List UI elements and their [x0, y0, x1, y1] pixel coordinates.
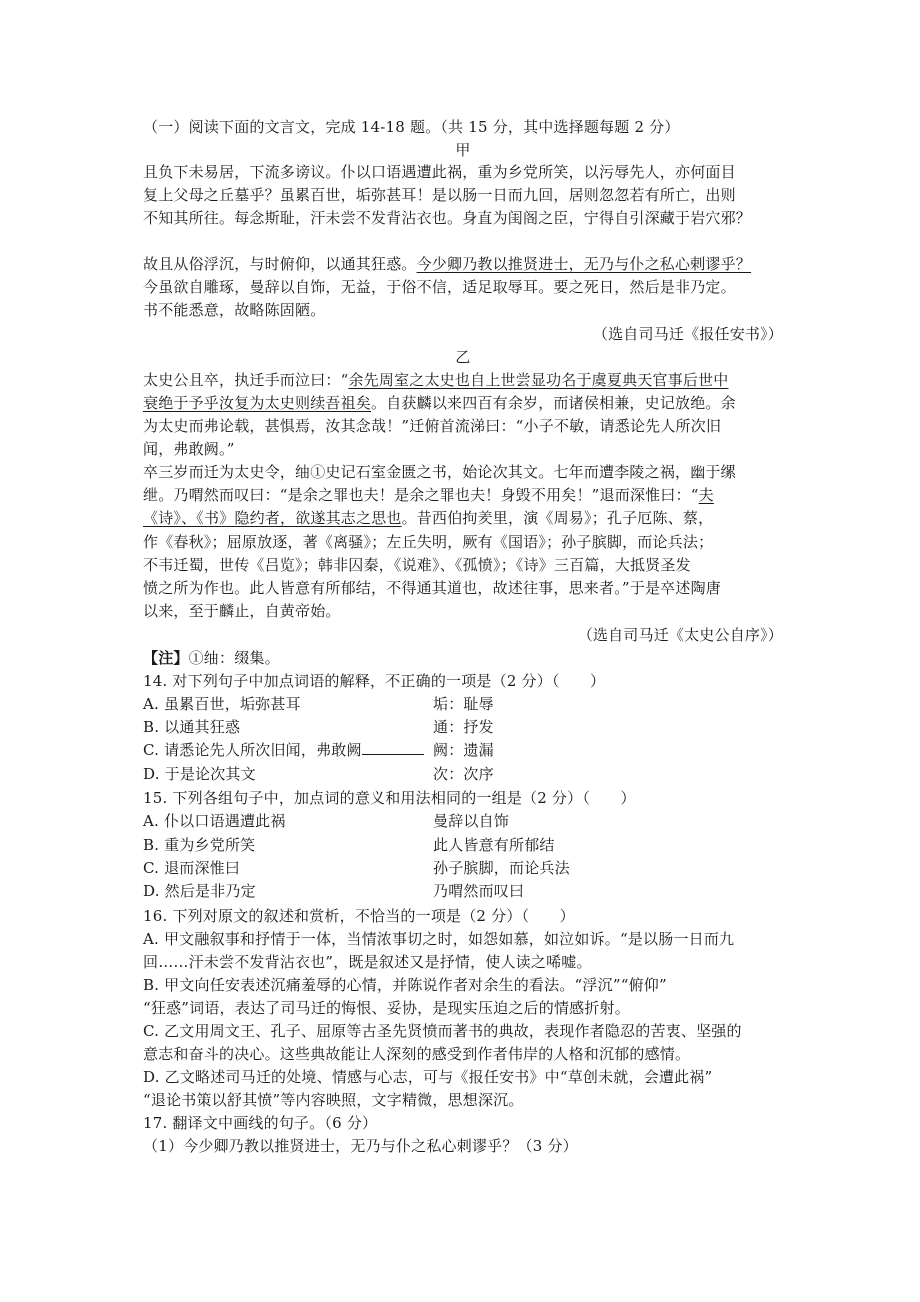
- underlined-sentence: 夫: [698, 486, 714, 504]
- question-14-option: [143, 693, 783, 715]
- footnote-label: 【注】: [143, 649, 189, 667]
- option-comparison: 孙子膑脚，而论兵法: [433, 859, 570, 877]
- question-16-option-c: C. 乙文用周文王、孔子、屈原等古圣先贤愤而著书的典故，表现作者隐忍的苦衷、坚强的: [143, 1022, 742, 1040]
- passage-jia-line: 今虽欲自雕琢，曼辞以自饰，无益，于俗不信，适足取辱耳。要之死日，然后是非乃定。: [143, 278, 736, 296]
- passage-yi-text: 。自获麟以来四百有余岁，而诸侯相兼，史记放绝。余: [371, 394, 736, 412]
- passage-yi-text: 。昔西伯拘羑里，演《周易》；孔子厄陈、蔡，: [401, 509, 714, 527]
- passage-yi-line: [143, 484, 783, 506]
- passage-yi-line: [143, 369, 783, 391]
- option-sentence: D. 然后是非乃定: [143, 882, 256, 900]
- underlined-sentence: 余先周室之太史也自上世尝显功名于虞夏典天官事后世中: [348, 371, 729, 389]
- passage-jia-line: [143, 230, 783, 252]
- passage-jia-line: 复上父母之丘墓乎？虽累百世，垢弥甚耳！是以肠一日而九回，居则忽忽若有所亡，出则: [143, 186, 736, 204]
- question-16-option-d: D. 乙文略述司马迁的处境、情感与心志，可与《报任安书》中“草创未就，会遭此祸”: [143, 1068, 713, 1086]
- question-17-sub-1: （1）今少卿乃教以推贤进士，无乃与仆之私心剌谬乎？（3 分）: [143, 1137, 578, 1155]
- question-15-stem: 15. 下列各组句子中，加点词的意义和用法相同的一组是（2 分）（ ）: [143, 789, 636, 807]
- option-comparison: 乃喟然而叹曰: [433, 882, 525, 900]
- passage-yi-text: 太史公且卒，执迁手而泣曰：“: [143, 371, 349, 389]
- option-explanation: 次：次序: [433, 765, 494, 783]
- answer-blank: [362, 739, 424, 755]
- option-sentence: D. 于是论次其文: [143, 765, 256, 783]
- question-16-option-b: “狂惑”词语，表达了司马迁的悔恨、妥协，是现实压迫之后的情感折射。: [143, 999, 630, 1017]
- question-16-option-a: 回……汗未尝不发背沾衣也”，既是叙述又是抒情，使人读之唏嘘。: [143, 953, 592, 971]
- passage-jia-text: 故且从俗浮沉，与时俯仰，以通其狂惑。: [143, 255, 417, 273]
- option-sentence: A. 仆以口语遇遭此祸: [143, 812, 286, 830]
- option-explanation: 阙：遗漏: [433, 741, 494, 759]
- question-16-option-a: A. 甲文融叙事和抒情于一体，当情浓事切之时，如怨如慕，如泣如诉。“是以肠一日而九: [143, 930, 735, 948]
- passage-jia-label: 甲: [455, 141, 471, 159]
- question-16-option-c: 意志和奋斗的决心。这些典故能让人深刻的感受到作者伟岸的人格和沉郁的感情。: [143, 1045, 691, 1063]
- option-sentence: B. 重为乡党所笑: [143, 836, 256, 854]
- question-14-option: [143, 763, 783, 785]
- passage-yi-text: 绁。乃喟然而叹曰：“是余之罪也夫！是余之罪也夫！身毁不用矣！”退而深惟曰：“: [143, 486, 699, 504]
- passage-jia-line: [143, 253, 783, 275]
- passage-yi-line: 愤之所为作也。此人皆意有所郁结，不得通其道也，故述往事，思来者。”于是卒述陶唐: [143, 579, 721, 597]
- question-14-option: [143, 716, 783, 738]
- passage-yi-line: 为太史而弗论载，甚惧焉，汝其念哉！”迁俯首流涕曰：“小子不敏，请悉论先人所次旧: [143, 417, 722, 435]
- passage-jia-line: 不知其所往。每念斯耻，汗未尝不发背沾衣也。身直为闺阁之臣，宁得自引深藏于岩穴邪？: [143, 209, 752, 227]
- passage-jia-source: （选自司马迁《报任安书》）: [592, 325, 783, 343]
- option-explanation: 垢：耻辱: [433, 695, 494, 713]
- passage-yi-line: 闻，弗敢阙。”: [143, 440, 235, 458]
- option-comparison: 曼辞以自饰: [433, 812, 510, 830]
- question-16-stem: 16. 下列对原文的叙述和赏析，不恰当的一项是（2 分）（ ）: [143, 907, 575, 925]
- option-sentence: [143, 739, 424, 761]
- option-sentence: B. 以通其狂惑: [143, 718, 241, 736]
- question-15-option: [143, 810, 783, 832]
- question-16-option-b: B. 甲文向任安表述沉痛羞辱的心情，并陈说作者对余生的看法。“浮沉”“俯仰”: [143, 976, 667, 994]
- passage-yi-source: （选自司马迁《太史公自序》）: [577, 626, 783, 644]
- option-sentence-text: C. 请悉论先人所次旧闻，弗敢阙: [143, 741, 362, 759]
- option-sentence: C. 退而深惟曰: [143, 859, 241, 877]
- option-comparison: 此人皆意有所郁结: [433, 836, 555, 854]
- section-header: （一）阅读下面的文言文，完成 14-18 题。（共 15 分，其中选择题每题 2 分）: [143, 118, 680, 136]
- passage-yi-label: 乙: [455, 348, 471, 366]
- question-15-option: [143, 880, 783, 902]
- underlined-sentence: 今少卿乃教以推贤进士，无乃与仆之私心剌谬乎？: [416, 255, 752, 273]
- question-17-stem: 17. 翻译文中画线的句子。（6 分）: [143, 1114, 378, 1132]
- option-explanation: 通：抒发: [433, 718, 494, 736]
- question-15-option: [143, 834, 783, 856]
- passage-yi-line: 作《春秋》；屈原放逐，著《离骚》；左丘失明，厥有《国语》；孙子膑脚，而论兵法；: [143, 533, 714, 551]
- passage-yi-line: 以来，至于麟止，自黄帝始。: [143, 602, 341, 620]
- passage-jia-line: 书不能悉意，故略陈固陋。: [143, 301, 326, 319]
- question-14-stem: 14. 对下列句子中加点词语的解释，不正确的一项是（2 分）（ ）: [143, 672, 606, 690]
- footnote: [143, 647, 783, 669]
- underlined-sentence: 衰绝于予乎汝复为太史则续吾祖矣: [143, 394, 372, 412]
- question-15-option: [143, 857, 783, 879]
- passage-jia-line: 且负下未易居，下流多谤议。仆以口语遇遭此祸，重为乡党所笑，以污辱先人，亦何面目: [143, 163, 736, 181]
- passage-yi-line: 卒三岁而迁为太史令，䌷①史记石室金匮之书，始论次其文。七年而遭李陵之祸，幽于缧: [143, 463, 736, 481]
- passage-yi-line: [143, 507, 783, 529]
- footnote-text: ①䌷：缀集。: [188, 649, 280, 667]
- underlined-sentence: 《诗》、《书》隐约者，欲遂其志之思也: [143, 509, 402, 527]
- option-sentence: A. 虽累百世，垢弥甚耳: [143, 695, 301, 713]
- passage-yi-line: 不韦迁蜀，世传《吕览》；韩非囚秦，《说难》、《孤愤》；《诗》三百篇，大抵贤圣发: [143, 556, 691, 574]
- question-16-option-d: “退论书策以舒其愤”等内容映照，文字精微，思想深沉。: [143, 1091, 524, 1109]
- question-14-option: [143, 739, 783, 761]
- passage-yi-line: [143, 392, 783, 414]
